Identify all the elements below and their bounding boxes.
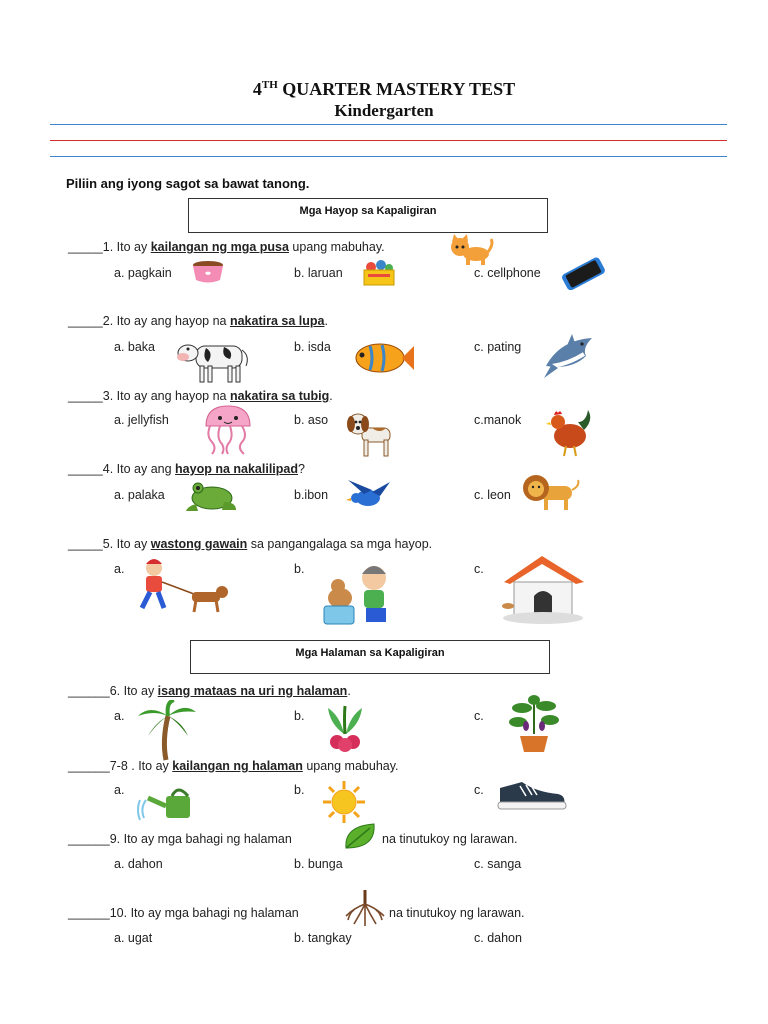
rooster-icon	[544, 408, 592, 458]
question-7-8: ______7-8 . Ito ay kailangan ng halaman upang mabuhay.	[68, 759, 399, 773]
toy-box-icon	[362, 260, 396, 286]
option-10b[interactable]: b. tangkay	[294, 931, 352, 945]
top-rule-blue	[50, 124, 727, 125]
kitten-icon	[448, 234, 494, 266]
leaf-icon	[342, 822, 378, 852]
sneaker-icon	[496, 778, 568, 812]
lion-icon	[520, 474, 580, 512]
question-9: ______9. Ito ay mga bahagi ng halaman	[68, 832, 292, 846]
frog-icon	[184, 476, 238, 512]
option-4c[interactable]: c. leon	[474, 488, 511, 502]
jellyfish-icon	[200, 404, 256, 456]
cellphone-icon	[558, 256, 608, 290]
option-5b[interactable]: b.	[294, 562, 305, 576]
question-5: _____5. Ito ay wastong gawain sa pangangalaga sa mga hayop.	[68, 537, 433, 551]
option-2b[interactable]: b. isda	[294, 340, 331, 354]
option-5a[interactable]: a.	[114, 562, 125, 576]
option-3c[interactable]: c.manok	[474, 413, 522, 427]
question-4: _____4. Ito ay ang hayop na nakalilipad?	[68, 462, 305, 476]
boy-walking-dog-icon	[130, 554, 234, 620]
question-9-tail: na tinutukoy ng larawan.	[382, 832, 518, 846]
dog-icon	[344, 410, 396, 458]
option-1b[interactable]: b. laruan	[294, 266, 343, 280]
roots-icon	[344, 890, 386, 928]
potted-plant-icon	[504, 694, 564, 754]
option-9a[interactable]: a. dahon	[114, 857, 163, 871]
option-10c[interactable]: c. dahon	[474, 931, 522, 945]
instruction: Piliin ang iyong sagot sa bawat tanong.	[66, 176, 310, 191]
option-1c[interactable]: c. cellphone	[474, 266, 541, 280]
top-rule-blue-2	[50, 156, 727, 157]
test-title: 4TH QUARTER MASTERY TEST	[252, 79, 516, 99]
palm-tree-icon	[136, 700, 198, 762]
question-3: _____3. Ito ay ang hayop na nakatira sa tubig.	[68, 389, 333, 403]
question-10-tail: na tinutukoy ng larawan.	[389, 906, 525, 920]
option-4b[interactable]: b.ibon	[294, 488, 329, 502]
cow-icon	[176, 336, 252, 384]
top-rule-red	[50, 140, 727, 141]
option-2c[interactable]: c. pating	[474, 340, 522, 354]
question-6: ______6. Ito ay isang mataas na uri ng halaman.	[68, 684, 351, 698]
option-6c[interactable]: c.	[474, 709, 484, 723]
watering-can-icon	[136, 782, 200, 824]
doghouse-icon	[496, 552, 590, 626]
option-10a[interactable]: a. ugat	[114, 931, 153, 945]
option-7b[interactable]: b.	[294, 783, 305, 797]
option-1a[interactable]: a. pagkain	[114, 266, 172, 280]
question-1: _____1. Ito ay kailangan ng mga pusa upang mabuhay.	[68, 240, 385, 254]
option-6b[interactable]: b.	[294, 709, 305, 723]
option-2a[interactable]: a. baka	[114, 340, 156, 354]
question-10: ______10. Ito ay mga bahagi ng halaman	[68, 906, 299, 920]
option-9b[interactable]: b. bunga	[294, 857, 343, 871]
option-9c[interactable]: c. sanga	[474, 857, 522, 871]
option-5c[interactable]: c.	[474, 562, 484, 576]
option-3a[interactable]: a. jellyfish	[114, 413, 169, 427]
sun-icon	[322, 780, 366, 824]
option-7a[interactable]: a.	[114, 783, 125, 797]
bird-icon	[346, 478, 392, 512]
option-7c[interactable]: c.	[474, 783, 484, 797]
test-subtitle: Kindergarten	[334, 101, 434, 120]
section-title-plants: Mga Halaman sa Kapaligiran	[190, 640, 550, 674]
fish-icon	[350, 338, 414, 378]
pet-food-bowl-icon	[190, 258, 226, 284]
option-3b[interactable]: b. aso	[294, 413, 329, 427]
section-title-animals: Mga Hayop sa Kapaligiran	[188, 198, 548, 233]
question-2: _____2. Ito ay ang hayop na nakatira sa lupa.	[68, 314, 328, 328]
option-6a[interactable]: a.	[114, 709, 125, 723]
radish-plant-icon	[322, 704, 368, 754]
shark-icon	[542, 330, 598, 380]
boy-washing-dog-icon	[318, 560, 404, 630]
option-4a[interactable]: a. palaka	[114, 488, 165, 502]
